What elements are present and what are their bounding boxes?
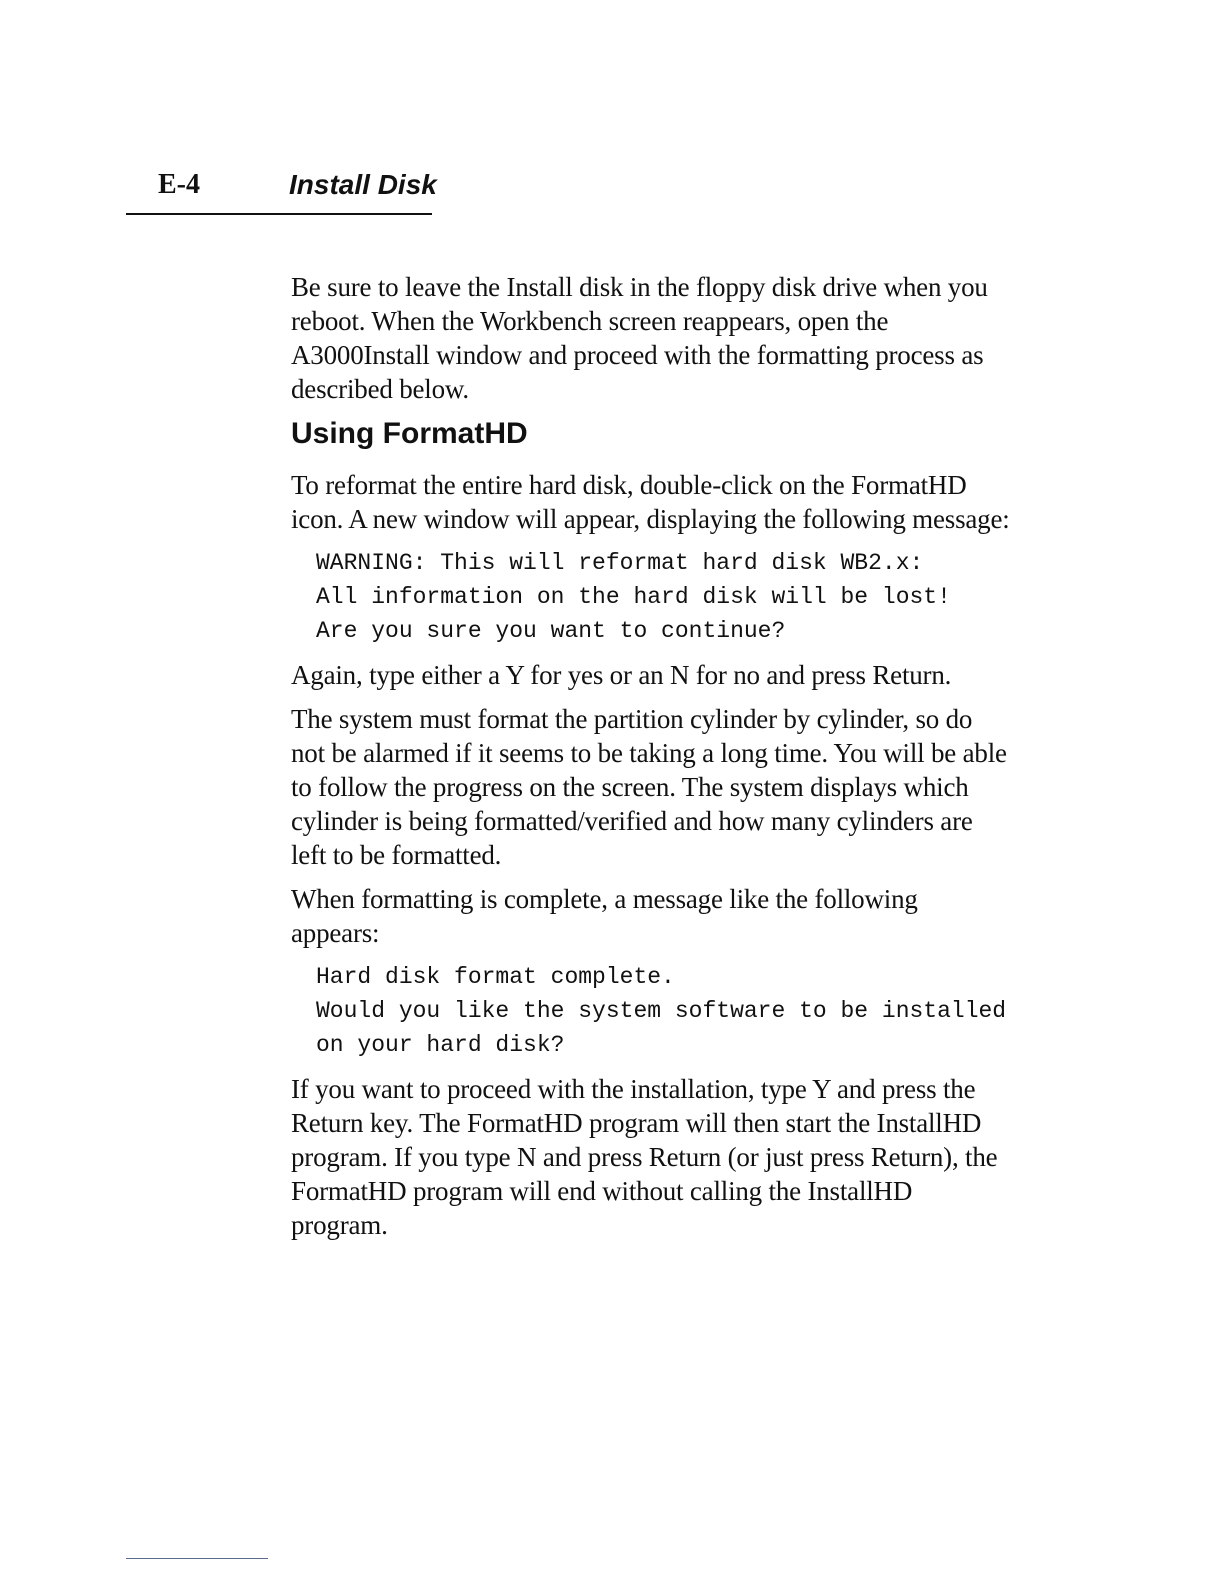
- complete-message-block: [316, 960, 1011, 1062]
- warning-line: WARNING: This will reformat hard disk WB2.x:: [316, 550, 924, 576]
- format-progress-paragraph: The system must format the partition cylinder by cylinder, so do not be alarmed if it seems to be taking a long time. You will be able to follow the progress on the screen. The system displays which cylinder is being formatted/verified and how many cylinders are left to be formatted.: [291, 704, 1007, 870]
- complete-line: Would you like the system software to be installed: [316, 998, 1007, 1024]
- section-heading: Using FormatHD: [291, 417, 528, 450]
- chapter-title: Install Disk: [289, 169, 437, 200]
- warning-line: Are you sure you want to continue?: [316, 618, 786, 644]
- confirm-instruction-paragraph: Again, type either a Y for yes or an N for no and press Return.: [291, 660, 952, 690]
- page-header: [0, 0, 1224, 230]
- page-body: [291, 270, 1011, 1252]
- complete-line: Hard disk format complete.: [316, 964, 675, 990]
- page-number: E-4: [158, 169, 200, 200]
- complete-line: on your hard disk?: [316, 1032, 565, 1058]
- install-choice-paragraph: If you want to proceed with the installation, type Y and press the Return key. The FormatHD program will then start the InstallHD program. If you type N and press Return (or just press Return), the FormatHD program will end without calling the InstallHD program.: [291, 1074, 998, 1240]
- header-rule: [126, 213, 432, 215]
- warning-message-block: [316, 546, 1011, 648]
- warning-line: All information on the hard disk will be lost!: [316, 584, 951, 610]
- intro-paragraph: Be sure to leave the Install disk in the floppy disk drive when you reboot. When the Workbench screen reappears, open the A3000Install window and proceed with the formatting process as described below.: [291, 272, 988, 404]
- format-complete-paragraph: When formatting is complete, a message like the following appears:: [291, 884, 918, 948]
- footer-rule: [126, 1558, 268, 1559]
- formathd-instructions-paragraph: To reformat the entire hard disk, double-click on the FormatHD icon. A new window will appear, displaying the following message:: [291, 470, 1010, 534]
